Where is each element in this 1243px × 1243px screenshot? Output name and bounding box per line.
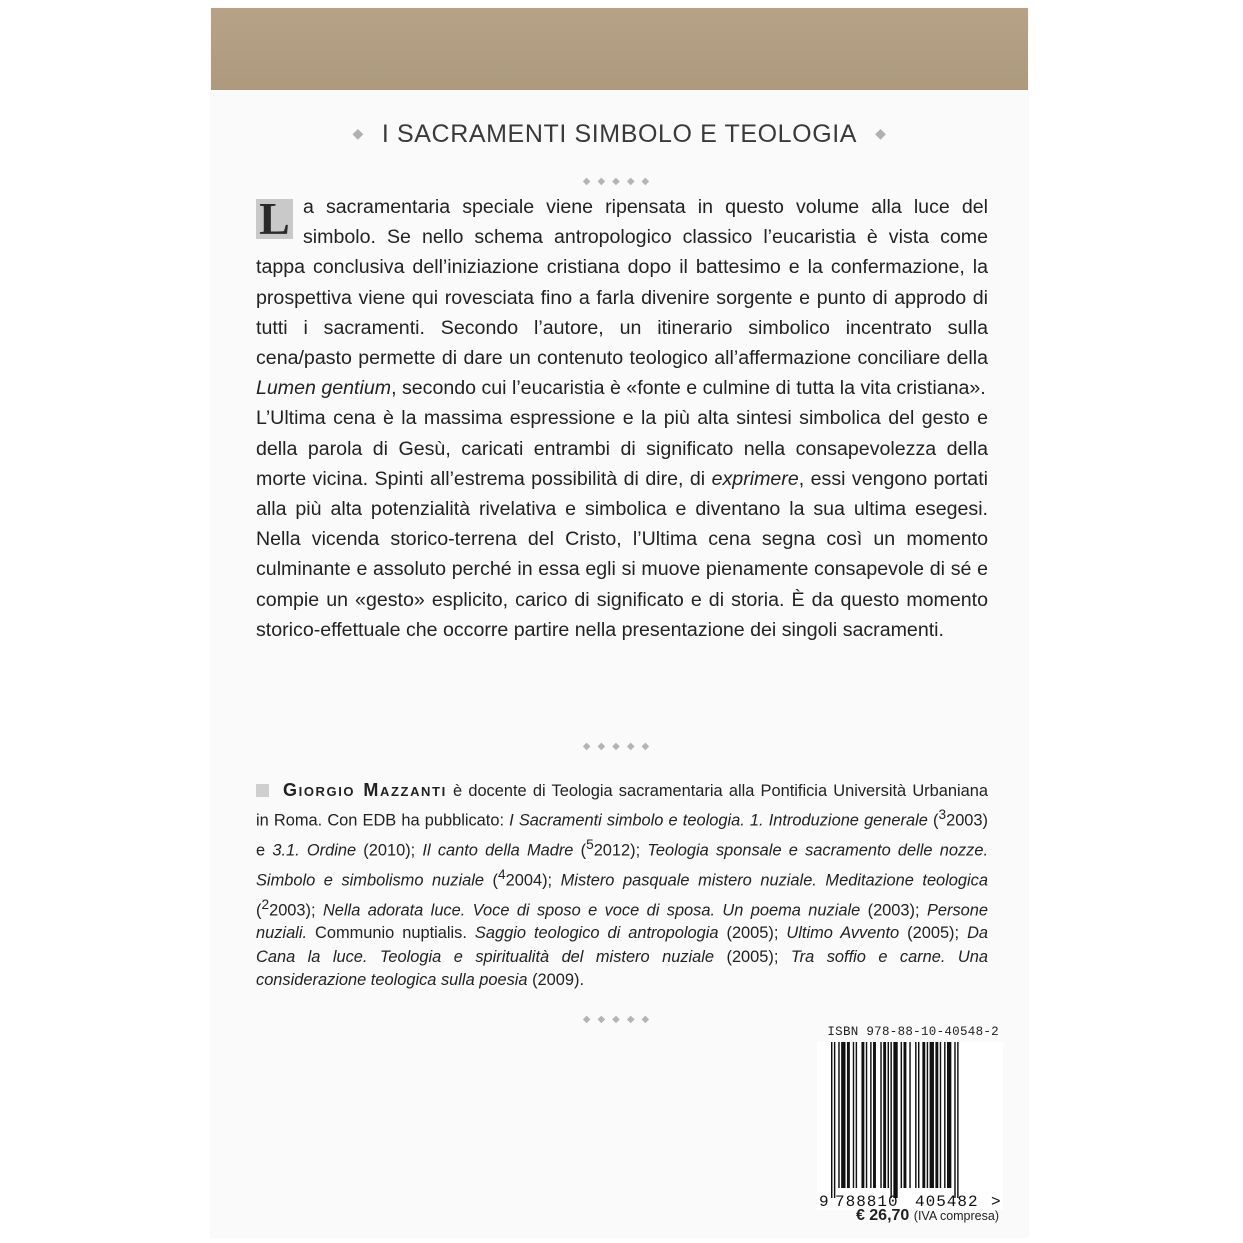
bio-text: 2004);: [505, 871, 561, 890]
diamond-ornament-left-icon: ◆: [352, 124, 364, 141]
bio-text: è docente di Teologia sacramentaria alla Pontificia Università Urbaniana in Roma. Con EDB ha pubblicato:: [256, 782, 988, 830]
author-bio: [256, 779, 988, 992]
barcode-bar: [954, 1042, 955, 1198]
blurb-paragraph-1: [256, 192, 988, 403]
bio-text: (2010);: [356, 841, 423, 860]
price-vat-note: (IVA compresa): [913, 1209, 999, 1223]
barcode-bar: [930, 1042, 934, 1188]
barcode-bar: [901, 1042, 902, 1188]
barcode-right-digits: 405482: [915, 1193, 979, 1210]
separator-dots-bottom: ◆◆◆◆◆: [582, 1014, 657, 1025]
bio-title: Ultimo Avvento: [786, 924, 900, 943]
blurb-paragraph-2: [256, 403, 988, 645]
price-amount: € 26,70: [855, 1207, 910, 1224]
barcode-bar: [841, 1042, 845, 1188]
edition-superscript: 2: [261, 896, 270, 912]
barcode-bar: [870, 1042, 871, 1188]
bio-title: Teologia sponsale e sacramento delle nozze. Simbolo e simbolismo nuziale: [256, 841, 989, 890]
bio-title: Saggio teologico di antropologia: [474, 924, 719, 943]
barcode-bar: [880, 1042, 881, 1188]
price: [819, 1207, 999, 1225]
barcode-bar: [947, 1042, 951, 1188]
barcode-first-digit: 9: [819, 1193, 829, 1210]
barcode-bar: [853, 1042, 854, 1188]
edition-superscript: 3: [938, 807, 947, 823]
bio-text: (: [256, 901, 262, 920]
book-back-cover: [211, 8, 1028, 1237]
barcode-bar: [890, 1042, 891, 1198]
bio-text: 2003) e: [256, 811, 988, 860]
bio-text: (2005);: [714, 947, 791, 966]
barcode-quiet-mark: >: [991, 1193, 1001, 1210]
blurb-p2-text: L’Ultima cena è la massima espressione e la più alta sintesi simbolica del gesto e della parola di Gesù, caricati entrambi di significato nella consapevolezza della morte vicina. Spinti all’estrema possibilità di dire, di: [256, 407, 988, 490]
diamond-ornament-right-icon: ◆: [875, 124, 887, 141]
bio-text: (2005);: [899, 924, 968, 943]
bio-title: Il canto della Madre: [422, 841, 574, 860]
bio-title: 3.1. Ordine: [272, 841, 357, 860]
bio-text: Communio nuptialis.: [307, 924, 475, 943]
barcode-bar: [861, 1042, 864, 1188]
barcode-bar: [847, 1042, 850, 1188]
bio-text: (2005);: [718, 924, 787, 943]
square-bullet-icon: [256, 784, 269, 797]
blurb-p1-text: a sacramentaria speciale viene ripensata in questo volume alla luce del simbolo. Se nello schema antropologico classico l’eucaristia è vista come tappa conclusiva dell’iniziazione cristiana dopo il battesimo e la confermazione, la prospettiva viene qui rovesciata fino a farla divenire sorgente e punto di approdo di tutti i sacramenti. Secondo l’autore, un itinerario simbolico incentrato sulla cena/pasto permette di dare un contenuto teologico all’affermazione conciliare della: [256, 196, 988, 370]
barcode-bar: [866, 1042, 867, 1188]
barcode-bar: [888, 1042, 889, 1188]
barcode-bar: [893, 1042, 897, 1198]
edition-superscript: 5: [586, 837, 594, 853]
bio-text: (2009).: [527, 970, 585, 989]
bio-title: Da Cana la luce. Teologia e spiritualità del mistero nuziale: [256, 924, 989, 966]
barcode: [817, 1042, 1003, 1210]
bio-title: Nella adorata luce. Voce di sposo e voce di sposa. Un poema nuziale: [322, 901, 861, 920]
barcode-bar: [918, 1042, 919, 1188]
blurb-p1-end: , secondo cui l’eucaristia è «fonte e culmine di tutta la vita cristiana».: [391, 377, 986, 400]
barcode-bar: [909, 1042, 910, 1188]
barcode-bar: [940, 1042, 941, 1188]
barcode-bar: [927, 1042, 928, 1188]
blurb-p2-end: , essi vengono portati alla più alta potenzialità rivelativa e simbolica e diventano la sua ultima esegesi. Nella vicenda storico-terrena del Cristo, l’Ultima cena segna così un momento culminante e assoluto perché in essa egli si muove pienamente consapevole di sé e compie un «gesto» esplicito, carico di significato e di storia. È da questo momento storico-effettuale che occorre partire nella presentazione dei singoli sacramenti.: [256, 467, 988, 641]
series-title-text: I SACRAMENTI SIMBOLO E TEOLOGIA: [381, 120, 858, 148]
bio-text: (: [573, 841, 587, 860]
blurb-p1-italic: Lumen gentium: [256, 377, 392, 400]
blurb-p2-italic: exprimere: [711, 467, 799, 490]
bio-text: (: [927, 811, 939, 830]
barcode-bar: [831, 1042, 832, 1198]
barcode-bar: [915, 1042, 916, 1188]
barcode-bar: [957, 1042, 958, 1198]
bio-text: (2003);: [860, 901, 927, 920]
bio-title: Persone nuziali.: [256, 901, 988, 943]
barcode-bar: [873, 1042, 876, 1188]
series-title: [211, 120, 1028, 149]
bio-text: 2003);: [269, 901, 323, 920]
author-name: Giorgio Mazzanti: [283, 780, 447, 800]
barcode-bar: [883, 1042, 886, 1188]
barcode-bar: [838, 1042, 839, 1188]
barcode-bar: [922, 1042, 925, 1188]
blurb-text: [256, 192, 988, 645]
barcode-bar: [834, 1042, 835, 1198]
edition-superscript: 4: [498, 866, 506, 882]
isbn-label: ISBN 978-88-10-40548-2: [827, 1025, 999, 1039]
separator-dots-top: ◆◆◆◆◆: [582, 176, 657, 187]
separator-dots-middle: ◆◆◆◆◆: [582, 741, 657, 752]
barcode-bar: [904, 1042, 907, 1188]
bio-title: I Sacramenti simbolo e teologia. 1. Introduzione generale: [509, 811, 928, 830]
barcode-bar: [856, 1042, 857, 1188]
barcode-left-digits: 788810: [835, 1193, 899, 1210]
top-color-band: [211, 8, 1028, 90]
bio-text: 2012);: [593, 841, 648, 860]
barcode-bar: [944, 1042, 945, 1188]
barcode-bar: [935, 1042, 938, 1188]
bio-title: Mistero pasquale mistero nuziale. Meditazione teologica: [560, 871, 988, 890]
bio-title: Tra soffio e carne. Una considerazione teologica sulla poesia: [256, 947, 988, 989]
bio-text: (: [483, 871, 498, 890]
drop-cap: L: [256, 199, 293, 239]
